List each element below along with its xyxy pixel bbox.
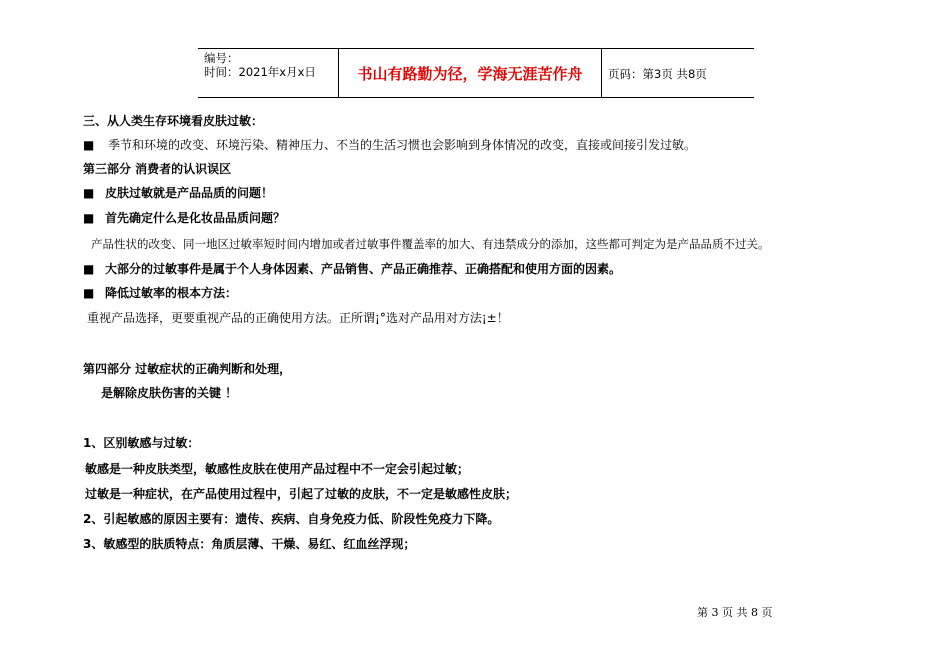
- paragraph-text: 产品性状的改变、同一地区过敏率短时间内增加或者过敏事件覆盖率的加大、有违禁成分的添加，这些都可判定为是产品品质不过关。: [91, 237, 770, 251]
- bullet-text: 首先确定什么是化妆品品质问题？: [105, 211, 286, 225]
- bullet-icon: ■: [83, 186, 95, 200]
- bullet-paragraph: [83, 138, 696, 152]
- bullet-icon: ■: [83, 138, 95, 152]
- numbered-heading: 1、区别敏感与过敏：: [83, 436, 200, 450]
- bullet-text: 皮肤过敏就是产品品质的问题！: [105, 186, 274, 200]
- bullet-item: [83, 286, 237, 300]
- bullet-item: [83, 211, 285, 225]
- page-label: 页码：第3页 共8页: [608, 67, 707, 81]
- page-footer: 第 3 页 共 8 页: [697, 606, 773, 619]
- bullet-text: 降低过敏率的根本方法：: [105, 286, 238, 300]
- paragraph-text: 敏感是一种皮肤类型，敏感性皮肤在使用产品过程中不一定会引起过敏；: [85, 462, 470, 476]
- section-heading: 三、从人类生存环境看皮肤过敏：: [83, 114, 264, 128]
- bullet-icon: ■: [83, 286, 95, 300]
- section-subheading: 是解除皮肤伤害的关键 ！: [101, 386, 238, 400]
- bullet-icon: ■: [83, 262, 95, 276]
- section-heading: 第四部分 过敏症状的正确判断和处理，: [83, 362, 292, 376]
- header-motto: 书山有路勤为径，学海无涯苦作舟: [357, 64, 583, 83]
- section-heading: 第三部分 消费者的认识误区: [83, 162, 232, 176]
- numbered-item: 3、敏感型的肤质特点：角质层薄、干燥、易红、红血丝浮现；: [83, 537, 416, 551]
- paragraph-text: 季节和环境的改变、环境污染、精神压力、不当的生活习惯也会影响到身体情况的改变，直接或间接引发过敏。: [108, 138, 697, 152]
- number-label: 编号：: [204, 51, 239, 65]
- bullet-text: 大部分的过敏事件是属于个人身体因素、产品销售、产品正确推荐、正确搭配和使用方面的因素。: [105, 262, 622, 276]
- bullet-item: [83, 186, 273, 200]
- header-table: [198, 48, 754, 98]
- paragraph-text: 重视产品选择，更要重视产品的正确使用方法。正所谓¡°选对产品用对方法¡±！: [87, 311, 509, 325]
- header-meta: [204, 51, 316, 79]
- bullet-icon: ■: [83, 211, 95, 225]
- time-label: 时间：2021年x月x日: [204, 65, 316, 79]
- paragraph-text: 过敏是一种症状，在产品使用过程中，引起了过敏的皮肤，不一定是敏感性皮肤；: [85, 487, 518, 501]
- header-divider: [601, 49, 602, 97]
- numbered-item: 2、引起敏感的原因主要有：遗传、疾病、自身免疫力低、阶段性免疫力下降。: [83, 512, 500, 526]
- bullet-item: [83, 262, 621, 276]
